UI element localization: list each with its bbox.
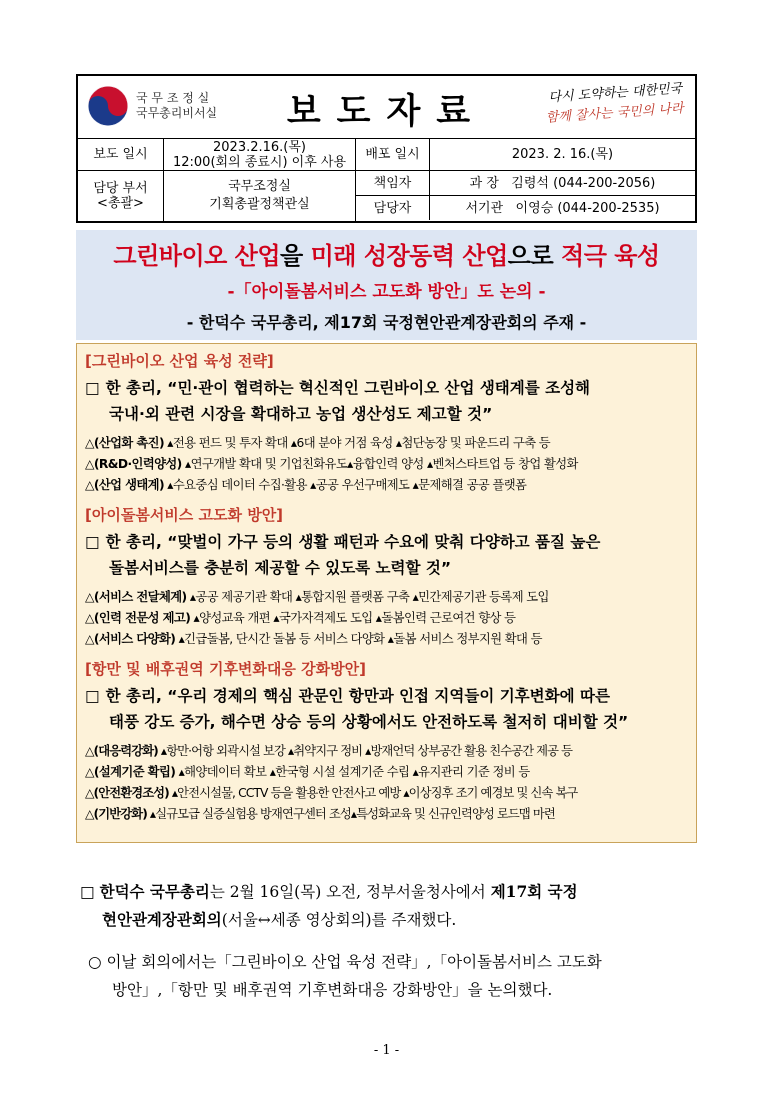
responsible-value: 과 장 김령석 (044-200-2056) <box>469 175 656 191</box>
report-time-label: 보도 일시 <box>78 139 164 170</box>
bullet-text: ▴항만·어항 외곽시설 보강 ▴취약지구 정비 ▴방재언덕 상부공간 활용 친수공간 제공 등 <box>157 744 573 758</box>
bullet-text: ▴수요중심 데이터 수집·활용 ▴공공 우선구매제도 ▴문제해결 공공 플랫폼 <box>163 478 527 492</box>
quote-line2: 태풍 강도 증가, 해수면 상승 등의 상황에서도 안전하도록 철저히 대비할 것” <box>109 713 629 731</box>
section-quote <box>85 375 688 427</box>
list-item <box>85 433 688 454</box>
quote-line1: 한 총리, “맞벌이 가구 등의 생활 패턴과 수요에 맞춰 다양하고 품질 높은 <box>105 533 601 551</box>
dept-value-line1: 국무조정실 <box>228 179 291 194</box>
dept-row <box>78 171 695 221</box>
press-header-table <box>76 74 697 223</box>
bullet-list <box>85 433 688 496</box>
sub-headline: -「아이돌봄서비스 고도화 방안」도 논의 - <box>227 282 546 302</box>
header-top <box>78 76 695 139</box>
org-line2: 국무총리비서실 <box>136 106 218 120</box>
bullet-text: ▴긴급돌봄, 단시간 돌봄 등 서비스 다양화 ▴돌봄 서비스 정부지원 확대 등 <box>175 632 542 646</box>
slogan-line1: 다시 도약하는 대한민국 <box>548 81 683 106</box>
bullet-head: △(R&D·인력양성) <box>85 457 182 471</box>
checkbox-icon: □ <box>80 883 95 901</box>
paragraph-line2 <box>80 906 700 934</box>
contact-row <box>356 196 695 220</box>
meeting-headline: - 한덕수 국무총리, 제17회 국정현안관계장관회의 주재 - <box>186 313 587 332</box>
meeting-name: 제17회 국정 <box>490 882 578 901</box>
paragraph-line1 <box>80 878 700 906</box>
list-item <box>85 629 688 650</box>
main-headline <box>76 236 697 271</box>
paragraph-line1: ○ 이날 회의에서는「그린바이오 산업 육성 전략」,「아이돌봄서비스 고도화 <box>88 953 602 971</box>
bullet-head: △(인력 전문성 제고) <box>85 611 191 625</box>
checkbox-icon: □ <box>85 687 100 705</box>
headline-part4: 으로 <box>507 242 562 270</box>
section-title: [그린바이오 산업 육성 전략] <box>85 352 274 370</box>
checkbox-icon: □ <box>85 379 100 397</box>
quote-line2: 돌봄서비스를 충분히 제공할 수 있도록 노력할 것” <box>109 559 452 577</box>
list-item <box>85 741 688 762</box>
bullet-head: △(기반강화) <box>85 807 147 821</box>
dist-time-value: 2023. 2. 16.(목) <box>511 147 614 162</box>
bullet-text: ▴전용 펀드 및 투자 확대 ▴6대 분야 거점 육성 ▴첨단농장 및 파운드리 구축 등 <box>163 436 551 450</box>
checkbox-icon: □ <box>85 533 100 551</box>
list-item <box>85 783 688 804</box>
bullet-text: ▴해양데이터 확보 ▴한국형 시설 설계기준 수립 ▴유지관리 기준 정비 등 <box>175 765 530 779</box>
pm-name: 한덕수 국무총리 <box>99 882 210 901</box>
section-quote <box>85 683 688 735</box>
responsible-row <box>356 171 695 196</box>
section-quote <box>85 529 688 581</box>
page-title: 보도자료 <box>286 92 487 132</box>
dept-label <box>78 171 164 221</box>
list-item <box>85 762 688 783</box>
list-item <box>85 475 688 496</box>
bullet-text: ▴양성교육 개편 ▴국가자격제도 도입 ▴돌봄인력 근로여건 향상 등 <box>190 611 516 625</box>
bullet-head: △(서비스 다양화) <box>85 632 176 646</box>
list-item <box>85 804 688 825</box>
meeting-name-cont: 현안관계장관회의 <box>102 910 222 929</box>
contact-label: 담당자 <box>356 196 430 220</box>
report-time-date: 2023.2.16.(목) <box>213 139 306 155</box>
quote-line2: 국내·외 관련 시장을 확대하고 농업 생산성도 제고할 것” <box>109 405 493 423</box>
bullet-head: △(산업화 촉진) <box>85 436 164 450</box>
headline-part2: 을 <box>280 242 311 270</box>
report-time-value <box>164 139 356 170</box>
headline-part3: 미래 성장동력 산업 <box>310 242 508 270</box>
dept-value <box>164 171 356 221</box>
summary-section-greenbio <box>85 350 688 496</box>
list-item <box>85 454 688 475</box>
headline-box <box>76 230 697 340</box>
paragraph-text: 는 2월 16일(목) 오전, 정부서울청사에서 <box>209 883 491 901</box>
bullet-list <box>85 741 688 825</box>
bullet-text: ▴연구개발 확대 및 기업친화유도▴융합인력 양성 ▴벤처스타트업 등 창업 활성화 <box>181 457 578 471</box>
summary-section-port <box>85 658 688 825</box>
contact-value: 서기관 이영승 (044-200-2535) <box>465 200 660 216</box>
responsible-label: 책임자 <box>356 171 430 195</box>
org-line1: 국 무 조 정 실 <box>136 91 210 105</box>
bullet-text: ▴안전시설물, CCTV 등을 활용한 안전사고 예방 ▴이상징후 조기 예경보 및 신속 복구 <box>168 786 578 800</box>
quote-line1: 한 총리, “우리 경제의 핵심 관문인 항만과 인접 지역들이 기후변화에 따른 <box>105 687 610 705</box>
dept-value-line2: 기획총괄정책관실 <box>209 197 310 212</box>
bullet-head: △(서비스 전달체계) <box>85 590 187 604</box>
summary-box <box>76 343 697 843</box>
headline-part1: 그린바이오 산업 <box>113 242 281 270</box>
body-paragraph-2 <box>88 948 703 1004</box>
bullet-head: △(설계기준 확립) <box>85 765 176 779</box>
dist-time-label: 배포 일시 <box>356 139 430 170</box>
report-time-row <box>78 139 695 171</box>
section-title: [아이돌봄서비스 고도화 방안] <box>85 506 284 524</box>
report-time-note: 12:00(회의 종료시) 이후 사용 <box>172 154 347 170</box>
contacts <box>356 171 695 221</box>
bullet-text: ▴공공 제공기관 확대 ▴통합지원 플랫폼 구축 ▴민간제공기관 등록제 도입 <box>186 590 549 604</box>
dept-label-line2: <총괄> <box>97 196 144 211</box>
quote-line1: 한 총리, “민·관이 협력하는 혁신적인 그린바이오 산업 생태계를 조성해 <box>105 379 591 397</box>
list-item <box>85 587 688 608</box>
body-paragraph-1 <box>80 878 700 934</box>
bullet-text: ▴실규모급 실증실험용 방재연구센터 조성▴특성화교육 및 신규인력양성 로드맵 마련 <box>146 807 555 821</box>
bullet-list <box>85 587 688 650</box>
bullet-head: △(산업 생태계) <box>85 478 164 492</box>
page-number: - 1 - <box>373 1043 400 1058</box>
slogan-line2: 함께 잘사는 국민의 나라 <box>545 101 685 126</box>
dept-label-line1: 담당 부서 <box>93 181 148 196</box>
bullet-head: △(대응력강화) <box>85 744 158 758</box>
paragraph-line2: 방안」,「항만 및 배후권역 기후변화대응 강화방안」을 논의했다. <box>112 981 553 999</box>
section-title: [항만 및 배후권역 기후변화대응 강화방안] <box>85 660 366 678</box>
summary-section-childcare <box>85 504 688 650</box>
headline-part5: 적극 육성 <box>561 242 660 270</box>
list-item <box>85 608 688 629</box>
paragraph-text: (서울↔세종 영상회의)를 주재했다. <box>221 911 457 929</box>
bullet-head: △(안전환경조성) <box>85 786 169 800</box>
